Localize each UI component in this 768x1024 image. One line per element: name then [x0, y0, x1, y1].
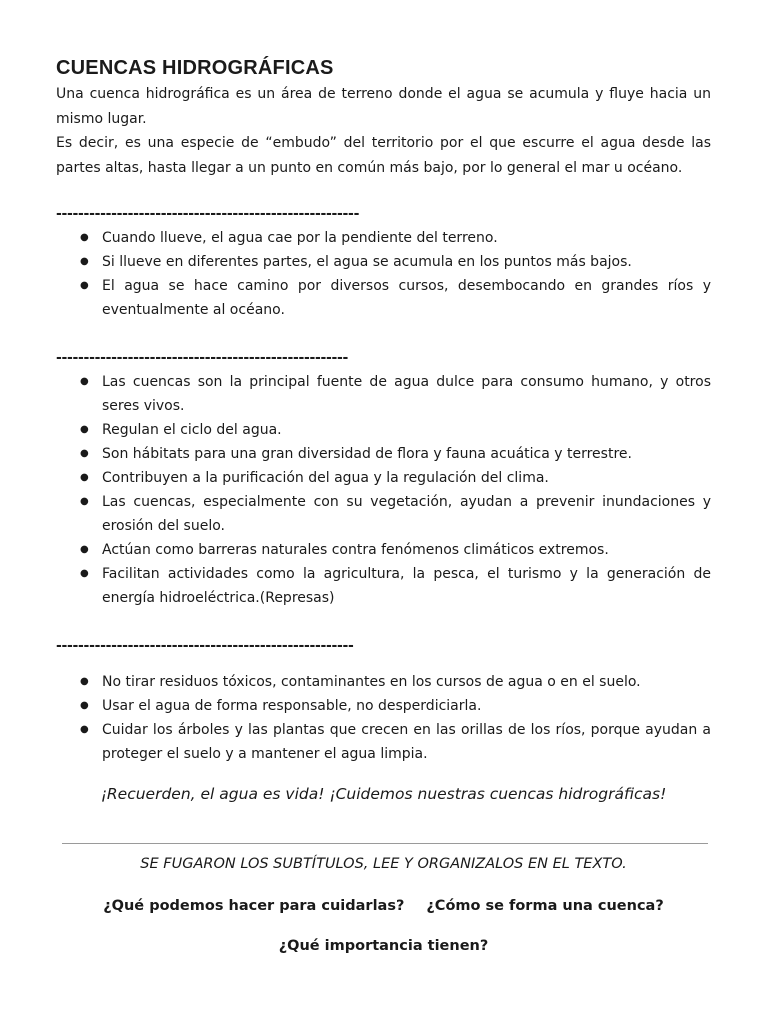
subtitle-option-3: ¿Qué importancia tienen?	[278, 938, 489, 954]
list-item: ● Usar el agua de forma responsable, no desperdiciarla.	[56, 694, 711, 718]
horizontal-divider	[62, 843, 708, 844]
list-item: ● Son hábitats para una gran diversidad de flora y fauna acuática y terrestre.	[56, 442, 711, 466]
list-item: ● Facilitan actividades como la agricultura, la pesca, el turismo y la generación de energía hidroeléctrica.(Represas)	[56, 562, 711, 610]
document-body	[56, 54, 711, 806]
subtitle-options	[56, 894, 711, 918]
section-1-separator: -------------------------------------------------------	[56, 206, 360, 222]
list-item: ● Cuidar los árboles y las plantas que crecen en las orillas de los ríos, porque ayudan a proteger el suelo y a mantener el agua limpia.	[56, 718, 711, 766]
section-3-separator: ------------------------------------------------------	[56, 638, 354, 654]
closing-message: ¡Recuerden, el agua es vida! ¡Cuidemos nuestras cuencas hidrográficas!	[100, 785, 667, 803]
subtitle-option-1: ¿Qué podemos hacer para cuidarlas?	[103, 898, 405, 914]
subtitle-option-2: ¿Cómo se forma una cuenca?	[426, 898, 664, 914]
list-item: ● Regulan el ciclo del agua.	[56, 418, 711, 442]
list-item: ● El agua se hace camino por diversos cursos, desembocando en grandes ríos y eventualmente al océano.	[56, 274, 711, 322]
section-3-list	[56, 670, 711, 766]
list-item: ● No tirar residuos tóxicos, contaminantes en los cursos de agua o en el suelo.	[56, 670, 711, 694]
page-title: CUENCAS HIDROGRÁFICAS	[56, 57, 334, 79]
list-item: ● Actúan como barreras naturales contra fenómenos climáticos extremos.	[56, 538, 711, 562]
instruction-text: SE FUGARON LOS SUBTÍTULOS, LEE Y ORGANIZALOS EN EL TEXTO.	[140, 856, 627, 872]
intro-paragraph-1: Una cuenca hidrográfica es un área de terreno donde el agua se acumula y fluye hacia un mismo lugar.	[56, 86, 711, 127]
section-2-separator: -----------------------------------------------------	[56, 350, 349, 366]
intro-paragraph-2: Es decir, es una especie de “embudo” del territorio por el que escurre el agua desde las partes altas, hasta llegar a un punto en común más bajo, por lo general el mar u océano.	[56, 135, 711, 176]
list-item: ● Las cuencas, especialmente con su vegetación, ayudan a prevenir inundaciones y erosión del suelo.	[56, 490, 711, 538]
section-2-list	[56, 370, 711, 610]
list-item: ● Cuando llueve, el agua cae por la pendiente del terreno.	[56, 226, 711, 250]
list-item: ● Si llueve en diferentes partes, el agua se acumula en los puntos más bajos.	[56, 250, 711, 274]
list-item: ● Las cuencas son la principal fuente de agua dulce para consumo humano, y otros seres vivos.	[56, 370, 711, 418]
list-item: ● Contribuyen a la purificación del agua y la regulación del clima.	[56, 466, 711, 490]
section-1-list	[56, 226, 711, 322]
